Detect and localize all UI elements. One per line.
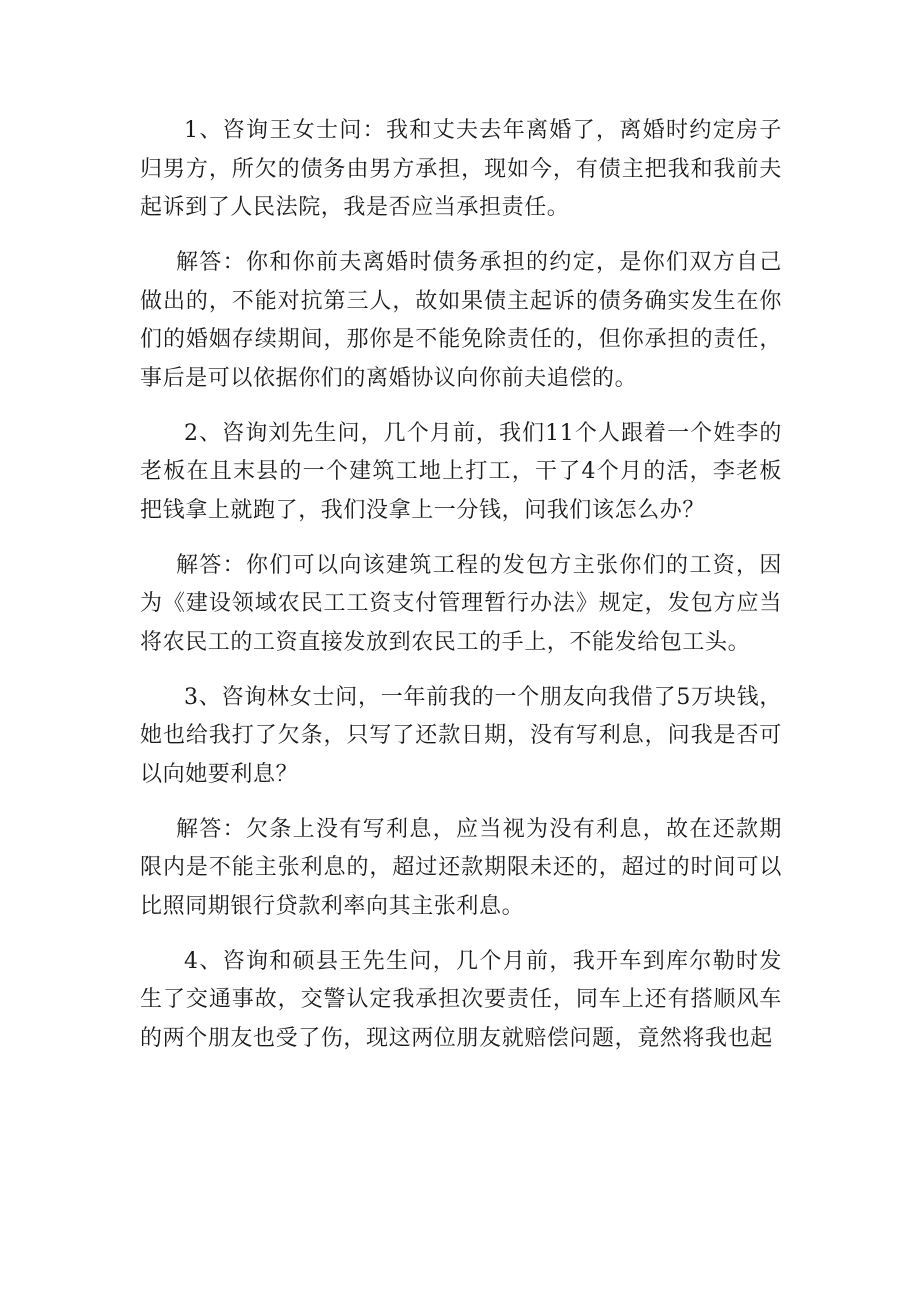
answer-1: 解答：你和你前夫离婚时债务承担的约定，是你们双方自己做出的，不能对抗第三人，故如果债主起诉的债务确实发生在你们的婚姻存续期间，那你是不能免除责任的，但你承担的责任，事后是可以依据你们的离婚协议向你前夫追偿的。 [140,250,782,391]
question-1: 1、咨询王女士问：我和丈夫去年离婚了，离婚时约定房子归男方，所欠的债务由男方承担，现如今，有债主把我和我前夫起诉到了人民法院，我是否应当承担责任。 [140,118,782,220]
answer-2: 解答：你们可以向该建筑工程的发包方主张你们的工资，因为《建设领域农民工工资支付管理暂行办法》规定，发包方应当将农民工的工资直接发放到农民工的手上，不能发给包工头。 [140,552,782,655]
document-body [140,112,782,1075]
answer-3: 解答：欠条上没有写利息，应当视为没有利息，故在还款期限内是不能主张利息的，超过还款期限未还的，超过的时间可以比照同期银行贷款利率向其主张利息。 [140,816,782,919]
question-2: 2、咨询刘先生问，几个月前，我们11个人跟着一个姓李的老板在且末县的一个建筑工地上打工，干了4个月的活，李老板把钱拿上就跑了，我们没拿上一分钱，问我们该怎么办？ [140,420,782,523]
question-4: 4、咨询和硕县王先生问，几个月前，我开车到库尔勒时发生了交通事故，交警认定我承担次要责任，同车上还有搭顺风车的两个朋友也受了伤，现这两位朋友就赔偿问题，竟然将我也起 [140,948,782,1051]
question-3: 3、咨询林女士问，一年前我的一个朋友向我借了5万块钱，她也给我打了欠条，只写了还款日期，没有写利息，问我是否可以向她要利息？ [140,684,782,787]
